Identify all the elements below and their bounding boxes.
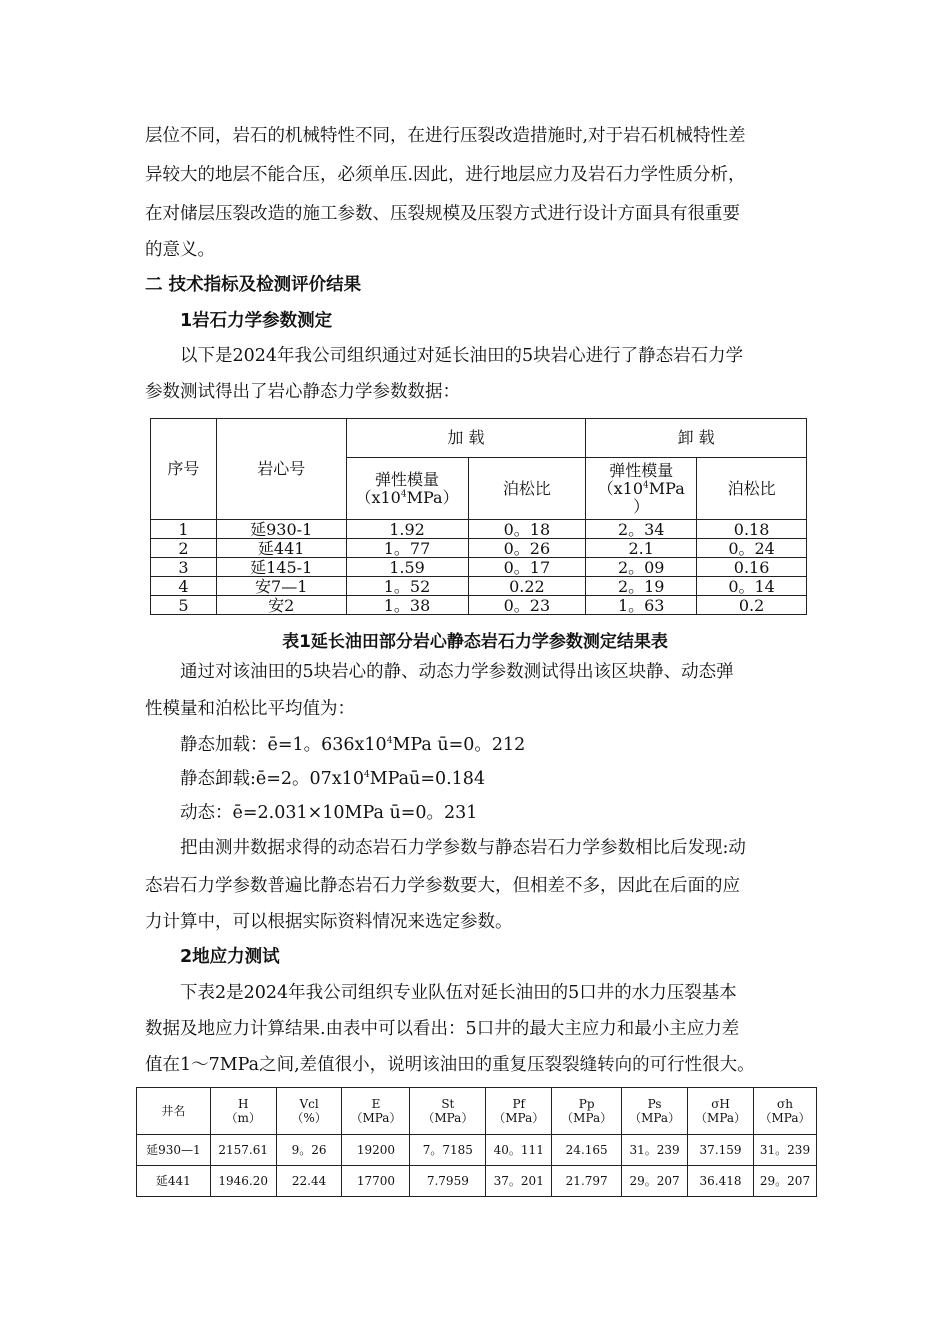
- header-unit: （MPa）: [695, 1111, 747, 1125]
- cell: 40。111: [486, 1135, 552, 1166]
- cell: 0.16: [697, 558, 807, 577]
- static-unload-line: [180, 767, 485, 791]
- header-unit: （m）: [225, 1111, 261, 1125]
- cell: 37。201: [486, 1166, 552, 1197]
- cell: 0。23: [468, 596, 586, 615]
- header-cell: [210, 1088, 276, 1135]
- cell: 0.2: [697, 596, 807, 615]
- cell: 2。34: [586, 520, 697, 539]
- cell: 1。38: [346, 596, 468, 615]
- cell: 2157.61: [210, 1135, 276, 1166]
- header-unit: （MPa）: [561, 1111, 613, 1125]
- cell: 延930—1: [137, 1135, 211, 1166]
- header-cell: [410, 1088, 486, 1135]
- header-text: σH: [711, 1097, 730, 1111]
- header-text: σh: [777, 1097, 793, 1111]
- cell: 安2: [216, 596, 346, 615]
- cell: 延441: [216, 539, 346, 558]
- header-unit: [586, 480, 696, 498]
- subsection-heading: 1岩石力学参数测定: [180, 311, 333, 331]
- header-cell: [622, 1088, 688, 1135]
- formula-text: 静态加载：ē=1。636x10: [180, 735, 387, 755]
- unit-exponent: 4: [400, 489, 407, 500]
- cell: 22.44: [276, 1166, 342, 1197]
- cell: 37.159: [688, 1135, 754, 1166]
- paragraph-line: 力计算中，可以根据实际资料情况来选定参数。: [145, 912, 513, 932]
- header-seq: 序号: [151, 419, 217, 520]
- table-row: [151, 558, 807, 577]
- header-cell: [137, 1088, 211, 1135]
- header-text: 井名: [161, 1104, 186, 1118]
- cell: 3: [151, 558, 217, 577]
- cell: 4: [151, 577, 217, 596]
- cell: 延441: [137, 1166, 211, 1197]
- unit-text: MPa: [648, 478, 685, 498]
- table-row: [151, 539, 807, 558]
- header-text: E: [371, 1097, 381, 1111]
- cell: 2: [151, 539, 217, 558]
- cell: 17700: [342, 1166, 410, 1197]
- header-text: Pp: [578, 1097, 595, 1111]
- header-core: 岩心号: [216, 419, 346, 520]
- header-poisson-unload: 泊松比: [697, 458, 807, 520]
- header-text: Ps: [647, 1097, 662, 1111]
- header-cell: [276, 1088, 342, 1135]
- cell: 1。52: [346, 577, 468, 596]
- unit-exponent: 4: [643, 480, 649, 491]
- paragraph-line: 的意义。: [145, 240, 215, 260]
- cell: 24.165: [552, 1135, 622, 1166]
- header-unit: （MPa）: [422, 1111, 474, 1125]
- cell: 2。19: [586, 577, 697, 596]
- cell: 0。17: [468, 558, 586, 577]
- paragraph-line: 值在1～7MPa之间,差值很小，说明该油田的重复压裂裂缝转向的可行性很大。: [145, 1055, 755, 1075]
- unit-text: ）: [633, 496, 650, 516]
- header-unload-group: 卸 载: [586, 419, 807, 458]
- header-unit: （MPa）: [759, 1111, 811, 1125]
- cell: 1: [151, 520, 217, 539]
- formula-text: MPa ū=0。212: [392, 735, 526, 755]
- header-unit: （MPa）: [493, 1111, 545, 1125]
- paragraph-line: 参数测试得出了岩心静态力学参数数据：: [145, 382, 460, 402]
- dynamic-line: 动态：ē=2.031×10MPa ū=0。231: [180, 803, 478, 823]
- cell: 9。26: [276, 1135, 342, 1166]
- header-cell: [486, 1088, 552, 1135]
- header-text: 弹性模量: [609, 460, 674, 480]
- static-load-line: [180, 733, 525, 757]
- formula-exponent: 4: [363, 770, 370, 781]
- cell: 7.7959: [410, 1166, 486, 1197]
- cell: 0.22: [468, 577, 586, 596]
- paragraph-line: 性模量和泊松比平均值为：: [145, 699, 355, 719]
- header-text: H: [237, 1097, 249, 1111]
- paragraph-line: 以下是2024年我公司组织通过对延长油田的5块岩心进行了静态岩石力学: [180, 346, 744, 366]
- cell: 1.92: [346, 520, 468, 539]
- unit-text: MPa）: [406, 487, 459, 507]
- unit-text: （x10: [597, 478, 644, 498]
- header-cell: [552, 1088, 622, 1135]
- cell: 29。207: [622, 1166, 688, 1197]
- paragraph-line: 通过对该油田的5块岩心的静、动态力学参数测试得出该区块静、动态弹: [180, 662, 734, 682]
- paragraph-line: 把由测井数据求得的动态岩石力学参数与静态岩石力学参数相比后发现:动: [180, 838, 746, 858]
- paragraph-line: 层位不同，岩石的机械特性不同，在进行压裂改造措施时,对于岩石机械特性差: [145, 126, 746, 146]
- formula-text: 静态卸载:ē=2。07x10: [180, 769, 364, 789]
- table-row: [151, 596, 807, 615]
- cell: 31。239: [754, 1135, 817, 1166]
- table-header-row: [137, 1088, 817, 1135]
- cell: 31。239: [622, 1135, 688, 1166]
- paragraph-line: 异较大的地层不能合压，必须单压.因此，进行地层应力及岩石力学性质分析，: [145, 165, 746, 185]
- cell: 1.59: [346, 558, 468, 577]
- table-row: [137, 1135, 817, 1166]
- table-row: [151, 520, 807, 539]
- cell: 0。18: [468, 520, 586, 539]
- cell: 0。24: [697, 539, 807, 558]
- cell: 36.418: [688, 1166, 754, 1197]
- stress-table: [136, 1087, 817, 1197]
- paragraph-line: 下表2是2024年我公司组织专业队伍对延长油田的5口井的水力压裂基本: [180, 983, 737, 1003]
- cell: 1。77: [346, 539, 468, 558]
- header-cell: [688, 1088, 754, 1135]
- cell: 延930-1: [216, 520, 346, 539]
- paragraph-line: 在对储层压裂改造的施工参数、压裂规模及压裂方式进行设计方面具有很重要: [145, 204, 740, 224]
- formula-text: MPaū=0.184: [369, 769, 486, 789]
- paragraph-line: 态岩石力学参数普遍比静态岩石力学参数要大，但相差不多，因此在后面的应: [145, 876, 740, 896]
- cell: 7。7185: [410, 1135, 486, 1166]
- header-load-group: 加 载: [346, 419, 586, 458]
- cell: 延145-1: [216, 558, 346, 577]
- header-unit: （MPa）: [629, 1111, 681, 1125]
- table1-caption: 表1延长油田部分岩心静态岩石力学参数测定结果表: [282, 632, 668, 652]
- formula-exponent: 4: [386, 736, 393, 747]
- header-text: 弹性模量: [375, 469, 440, 489]
- cell: 0。14: [697, 577, 807, 596]
- unit-text: （x10: [355, 487, 401, 507]
- header-text: Pf: [512, 1097, 525, 1111]
- header-cell: [342, 1088, 410, 1135]
- header-poisson-load: 泊松比: [468, 458, 586, 520]
- paragraph-line: 数据及地应力计算结果.由表中可以看出：5口井的最大主应力和最小主应力差: [145, 1019, 740, 1039]
- header-text: Vcl: [299, 1097, 319, 1111]
- section-heading: 二 技术指标及检测评价结果: [145, 275, 362, 295]
- cell: 2。09: [586, 558, 697, 577]
- subsection-heading: 2地应力测试: [180, 947, 280, 967]
- header-modulus-load: [346, 458, 468, 520]
- cell: 0。26: [468, 539, 586, 558]
- header-unit: （%）: [291, 1111, 327, 1125]
- cell: 0.18: [697, 520, 807, 539]
- table-row: [137, 1166, 817, 1197]
- cell: 安7—1: [216, 577, 346, 596]
- rock-mechanics-table: [150, 418, 807, 615]
- header-modulus-unload: [586, 458, 697, 520]
- cell: 21.797: [552, 1166, 622, 1197]
- header-cell: [754, 1088, 817, 1135]
- cell: 5: [151, 596, 217, 615]
- cell: 19200: [342, 1135, 410, 1166]
- header-unit: （MPa）: [350, 1111, 402, 1125]
- cell: 2.1: [586, 539, 697, 558]
- header-unit: [347, 489, 468, 507]
- table-row: [151, 577, 807, 596]
- header-text: St: [441, 1097, 455, 1111]
- cell: 29。207: [754, 1166, 817, 1197]
- cell: 1。63: [586, 596, 697, 615]
- cell: 1946.20: [210, 1166, 276, 1197]
